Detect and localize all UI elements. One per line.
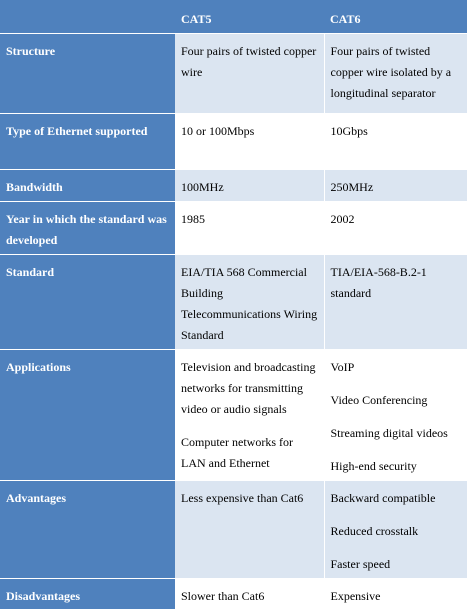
cell-text: 250MHz	[330, 179, 374, 194]
cell-text: Streaming digital videos	[330, 425, 448, 440]
cell-text: VoIP	[330, 359, 355, 374]
cell-text: Slower than Cat6	[181, 588, 265, 603]
cell-text: High-end security	[330, 458, 417, 473]
cat6-cell	[324, 578, 467, 609]
row-label: Applications	[0, 349, 175, 480]
cell-text: TIA/EIA-568-B.2-1 standard	[330, 264, 427, 300]
row-label: Year in which the standard was developed	[0, 201, 175, 254]
cat6-cell	[324, 113, 467, 169]
row-label: Advantages	[0, 480, 175, 578]
cat5-cell	[175, 349, 324, 480]
cell-text: 100MHz	[181, 179, 224, 194]
cell-text: Computer networks for LAN and Ethernet	[181, 434, 293, 470]
table-row	[0, 33, 467, 113]
row-label: Bandwidth	[0, 169, 175, 201]
cat6-cell	[324, 33, 467, 113]
cat6-cell	[324, 480, 467, 578]
cell-text: 10Gbps	[330, 123, 368, 138]
cell-text: Less expensive than Cat6	[181, 490, 304, 505]
table-row	[0, 578, 467, 609]
cat5-cell	[175, 480, 324, 578]
row-label: Disadvantages	[0, 578, 175, 609]
cell-text: Expensive	[330, 588, 381, 603]
header-corner	[0, 0, 175, 33]
row-label: Type of Ethernet supported	[0, 113, 175, 169]
cat5-cell	[175, 169, 324, 201]
cell-text: Reduced crosstalk	[330, 523, 419, 538]
header-cat5: CAT5	[175, 0, 324, 33]
cell-text: Backward compatible	[330, 490, 436, 505]
table-row	[0, 349, 467, 480]
cat6-cell	[324, 349, 467, 480]
header-cat6: CAT6	[324, 0, 467, 33]
table-row	[0, 480, 467, 578]
cat5-cell	[175, 201, 324, 254]
cat5-cell	[175, 578, 324, 609]
cat5-cell	[175, 254, 324, 349]
cell-text: 2002	[330, 211, 355, 226]
table-row	[0, 254, 467, 349]
cell-text: Faster speed	[330, 556, 391, 571]
cat6-cell	[324, 254, 467, 349]
cell-text: 1985	[181, 211, 205, 226]
table-row	[0, 113, 467, 169]
row-label: Standard	[0, 254, 175, 349]
cell-text: 10 or 100Mbps	[181, 123, 255, 138]
cat5-cell	[175, 33, 324, 113]
table-row	[0, 201, 467, 254]
cell-text: Video Conferencing	[330, 392, 428, 407]
cat5-cell	[175, 113, 324, 169]
header-row	[0, 0, 467, 33]
cell-text: Four pairs of twisted copper wire	[181, 43, 317, 79]
cat6-cell	[324, 201, 467, 254]
cell-text: Four pairs of twisted copper wire isolated by a longitudinal separator	[330, 43, 452, 100]
cell-text: Television and broadcasting networks for transmitting video or audio signals	[181, 359, 316, 416]
cat6-cell	[324, 169, 467, 201]
row-label: Structure	[0, 33, 175, 113]
cell-text: EIA/TIA 568 Commercial Building Telecommunications Wiring Standard	[181, 264, 318, 342]
table-row	[0, 169, 467, 201]
